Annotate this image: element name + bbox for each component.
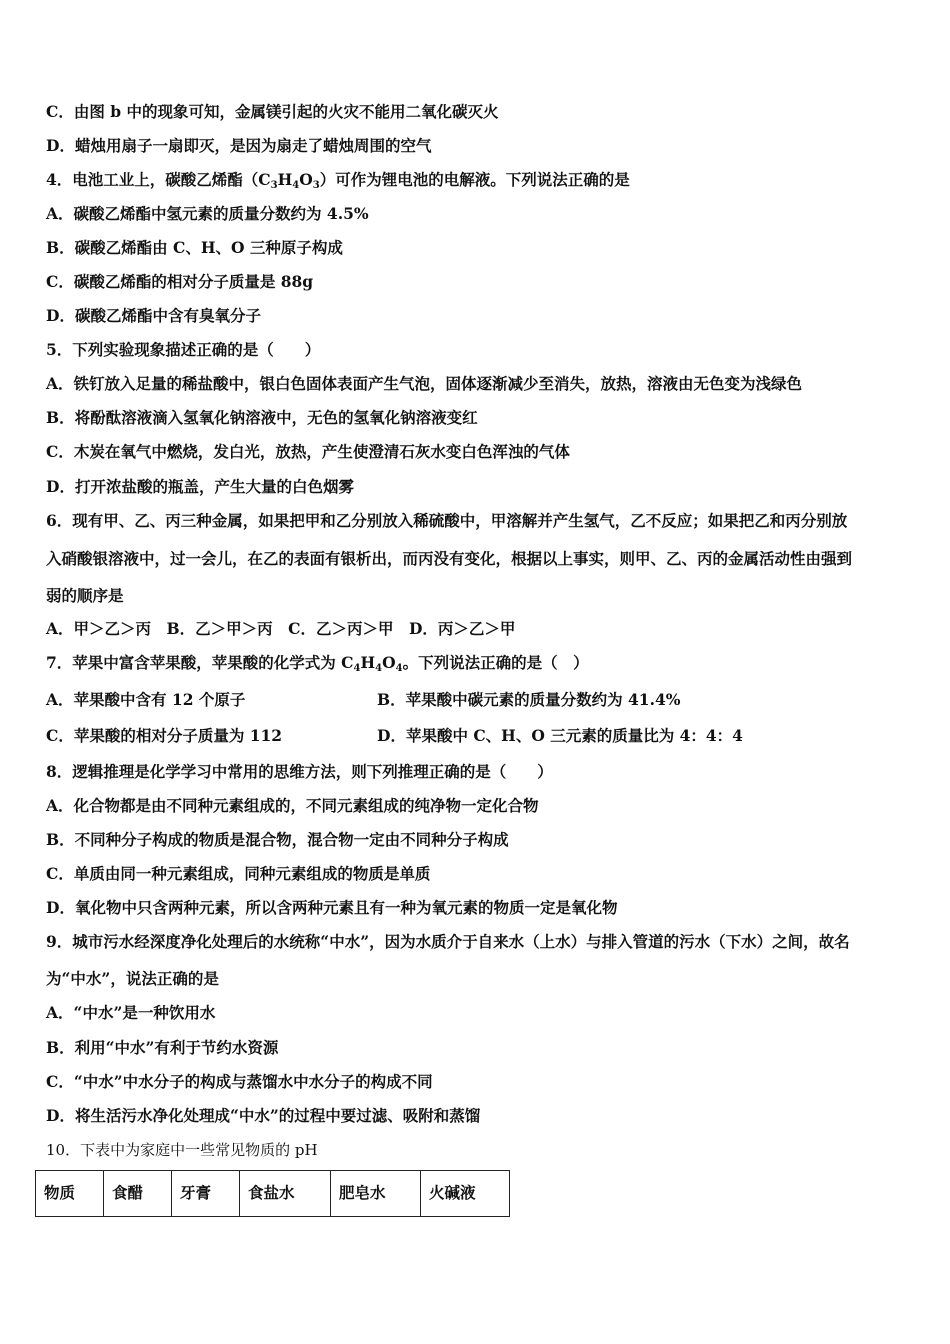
q9-stem-line-2: 为“中水”，说法正确的是 xyxy=(46,969,219,988)
q5-option-d: D．打开浓盐酸的瓶盖，产生大量的白色烟雾 xyxy=(46,477,354,496)
q4-option-c: C．碳酸乙烯酯的相对分子质量是 88g xyxy=(46,272,314,291)
q5-stem: 5．下列实验现象描述正确的是（ ） xyxy=(46,340,321,359)
q4-sub-1: 3 xyxy=(270,180,278,191)
q7-h: H xyxy=(360,653,376,672)
q4-option-d: D．碳酸乙烯酯中含有臭氧分子 xyxy=(46,306,261,325)
header-cell-soap-water: 肥皂水 xyxy=(331,1171,421,1217)
q5-option-b: B．将酚酞溶液滴入氢氧化钠溶液中，无色的氢氧化钠溶液变红 xyxy=(46,408,478,427)
q5-option-c: C．木炭在氧气中燃烧，发白光，放热，产生使澄清石灰水变白色浑浊的气体 xyxy=(46,442,570,461)
q9-stem-line-1: 9．城市污水经深度净化处理后的水统称“中水”，因为水质介于自来水（上水）与排入管道的污水（下水）之间，故名 xyxy=(46,932,850,951)
q9-option-c: C．“中水”中水分子的构成与蒸馏水中水分子的构成不同 xyxy=(46,1072,433,1091)
q7-sub-3: 4 xyxy=(395,663,403,674)
q7-sub-2: 4 xyxy=(375,663,383,674)
q3-option-d: D．蜡烛用扇子一扇即灭，是因为扇走了蜡烛周围的空气 xyxy=(46,136,432,155)
q7-option-c: C．苹果酸的相对分子质量为 112 xyxy=(46,726,283,745)
q4-stem xyxy=(46,170,630,196)
q4-sub-3: 3 xyxy=(312,180,320,191)
header-cell-toothpaste: 牙膏 xyxy=(172,1171,240,1217)
header-cell-lye: 火碱液 xyxy=(421,1171,510,1217)
q7-option-d: D．苹果酸中 C、H、O 三元素的质量比为 4：4：4 xyxy=(377,726,743,745)
q4-stem-pre: 4．电池工业上，碳酸乙烯酯（C xyxy=(46,170,271,189)
q7-stem-post: 。下列说法正确的是（ ） xyxy=(402,653,589,672)
q8-option-a: A．化合物都是由不同种元素组成的，不同元素组成的纯净物一定化合物 xyxy=(46,796,539,815)
table-row xyxy=(36,1171,510,1217)
q7-sub-1: 4 xyxy=(353,663,361,674)
q7-option-b: B．苹果酸中碳元素的质量分数约为 41.4% xyxy=(377,690,681,709)
q5-option-a: A．铁钉放入足量的稀盐酸中，银白色固体表面产生气泡，固体逐渐减少至消失，放热，溶液由无色变为浅绿色 xyxy=(46,374,803,393)
q8-option-b: B．不同种分子构成的物质是混合物，混合物一定由不同种分子构成 xyxy=(46,830,509,849)
q7-o: O xyxy=(382,653,396,672)
ph-table xyxy=(35,1170,510,1217)
q7-stem-pre: 7．苹果中富含苹果酸，苹果酸的化学式为 C xyxy=(46,653,354,672)
q9-option-a: A．“中水”是一种饮用水 xyxy=(46,1003,216,1022)
header-cell-salt-water: 食盐水 xyxy=(240,1171,331,1217)
q7-option-a: A．苹果酸中含有 12 个原子 xyxy=(46,690,246,709)
q8-option-c: C．单质由同一种元素组成，同种元素组成的物质是单质 xyxy=(46,864,431,883)
q4-h: H xyxy=(277,170,293,189)
q3-option-c: C．由图 b 中的现象可知，金属镁引起的火灾不能用二氧化碳灭火 xyxy=(46,102,499,121)
q4-option-a: A．碳酸乙烯酯中氢元素的质量分数约为 4.5% xyxy=(46,204,369,223)
q6-options: A．甲＞乙＞丙 B．乙＞甲＞丙 C．乙＞丙＞甲 D．丙＞乙＞甲 xyxy=(46,619,516,638)
q4-sub-2: 4 xyxy=(292,180,300,191)
q7-stem xyxy=(46,653,589,679)
q4-o: O xyxy=(299,170,313,189)
q9-option-b: B．利用“中水”有利于节约水资源 xyxy=(46,1038,279,1057)
q4-stem-post: ）可作为锂电池的电解液。下列说法正确的是 xyxy=(319,170,630,189)
header-cell-substance: 物质 xyxy=(36,1171,104,1217)
q8-option-d: D．氧化物中只含两种元素，所以含两种元素且有一种为氧元素的物质一定是氧化物 xyxy=(46,898,618,917)
q6-stem-line-3: 弱的顺序是 xyxy=(46,586,124,605)
q10-stem: 10．下表中为家庭中一些常见物质的 pH xyxy=(46,1141,318,1159)
q6-stem-line-1: 6．现有甲、乙、丙三种金属，如果把甲和乙分别放入稀硫酸中，甲溶解并产生氢气，乙不反应；如果把乙和丙分别放 xyxy=(46,511,848,530)
q9-option-d: D．将生活污水净化处理成“中水”的过程中要过滤、吸附和蒸馏 xyxy=(46,1106,481,1125)
q4-option-b: B．碳酸乙烯酯由 C、H、O 三种原子构成 xyxy=(46,238,343,257)
header-cell-vinegar: 食醋 xyxy=(104,1171,172,1217)
q8-stem: 8．逻辑推理是化学学习中常用的思维方法，则下列推理正确的是（ ） xyxy=(46,762,553,781)
q6-stem-line-2: 入硝酸银溶液中，过一会儿，在乙的表面有银析出，而丙没有变化，根据以上事实，则甲、乙、丙的金属活动性由强到 xyxy=(46,549,853,568)
